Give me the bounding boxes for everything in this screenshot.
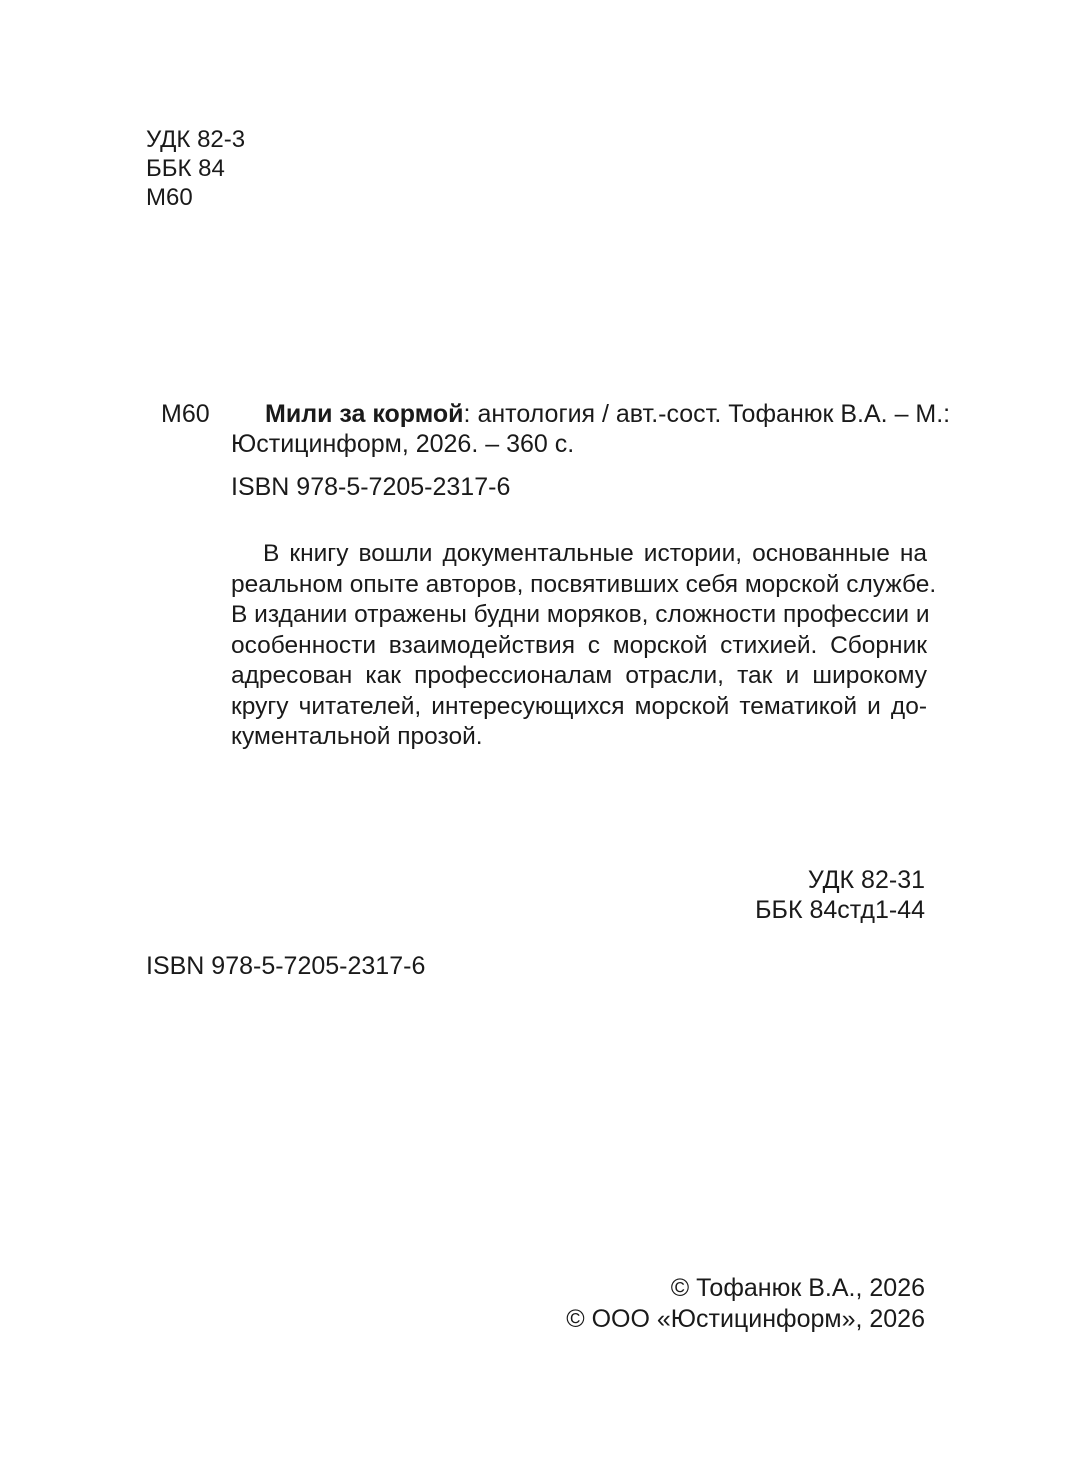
annotation-line: кругу читателей, интересующихся морской тематикой и до- bbox=[231, 692, 927, 720]
annotation-paragraph bbox=[231, 539, 937, 753]
catalog-title-line bbox=[265, 400, 950, 429]
udk-code-full: УДК 82-31 bbox=[807, 866, 925, 894]
annotation-line: особенности взаимодействия с морской стихией. Сборник bbox=[231, 631, 927, 659]
top-classification-codes bbox=[146, 125, 245, 212]
catalog-author-mark: М60 bbox=[161, 400, 210, 428]
isbn-number: ISBN 978-5-7205-2317-6 bbox=[146, 952, 426, 980]
catalog-imprint: Юстицинформ, 2026. – 360 с. bbox=[231, 430, 575, 458]
bbk-code: ББК 84 bbox=[146, 155, 225, 182]
bottom-classification-codes bbox=[755, 865, 925, 925]
author-mark: М60 bbox=[146, 184, 193, 211]
annotation-line: кументальной прозой. bbox=[231, 723, 483, 750]
copyright-block bbox=[566, 1273, 925, 1335]
annotation-line: адресован как профессионалам отрасли, так и широкому bbox=[231, 662, 927, 689]
copyright-author: © Тофанюк В.А., 2026 bbox=[670, 1274, 925, 1302]
annotation-line: реальном опыте авторов, посвятивших себя морской службе. bbox=[231, 570, 937, 598]
annotation-line: В издании отражены будни моряков, сложности профессии и bbox=[231, 601, 930, 628]
copyright-publisher: © ООО «Юстицинформ», 2026 bbox=[566, 1305, 925, 1333]
bbk-code-full: ББК 84стд1-44 bbox=[755, 896, 925, 924]
catalog-isbn: ISBN 978-5-7205-2317-6 bbox=[231, 473, 511, 501]
udk-code: УДК 82-3 bbox=[146, 126, 246, 153]
book-title-description: : антология / авт.-сост. Тофанюк В.А. – М.: bbox=[463, 400, 951, 428]
book-title: Мили за кормой bbox=[265, 400, 464, 428]
annotation-line: В книгу вошли документальные истории, основанные на bbox=[263, 540, 927, 567]
